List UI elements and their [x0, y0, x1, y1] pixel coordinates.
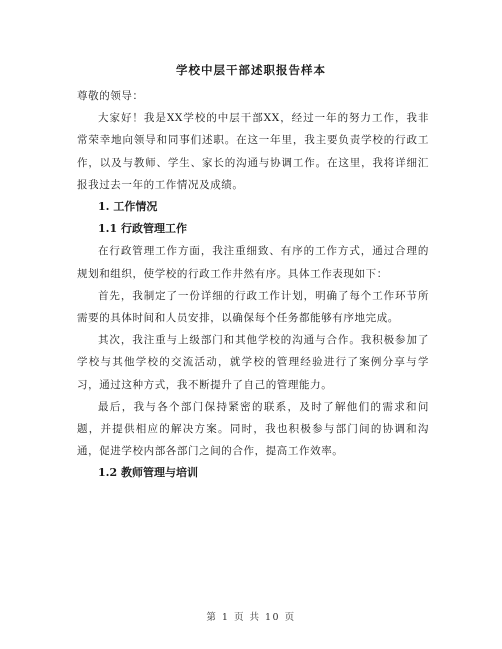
section-1-heading: 1. 工作情况 [98, 200, 158, 214]
greeting: 尊敬的领导： [77, 90, 144, 102]
document-body [77, 85, 429, 485]
intro-paragraph: 大家好！我是XX学校的中层干部XX，经过一年的努力工作，我非常荣幸地向领导和同事们述职。在这一年里，我主要负责学校的行政工作，以及与教师、学生、家长的沟通与协调工作。在这里，我将详细汇报我过去一年的工作情况及成绩。 [77, 112, 429, 191]
section-1-1-heading: 1.1 行政管理工作 [98, 222, 187, 236]
document-title: 学校中层干部述职报告样本 [176, 63, 326, 77]
admin-paragraph: 在行政管理工作方面，我注重细致、有序的工作方式，通过合理的规划和组织，使学校的行政工作井然有序。具体工作表现如下： [77, 245, 429, 280]
last-paragraph: 最后，我与各个部门保持紧密的联系，及时了解他们的需求和问题，并提供相应的解决方案。同时，我也积极参与部门间的协调和沟通，促进学校内部各部门之间的合作，提高工作效率。 [77, 400, 429, 458]
second-paragraph: 其次，我注重与上级部门和其他学校的沟通与合作。我积极参加了学校与其他学校的交流活动，就学校的管理经验进行了案例分享与学习，通过这种方式，我不断提升了自己的管理能力。 [77, 334, 429, 391]
first-paragraph: 首先，我制定了一份详细的行政工作计划，明确了每个工作环节所需要的具体时间和人员安排，以确保每个任务都能够有序地完成。 [77, 289, 429, 325]
page-number-footer: 第 1 页 共 10 页 [206, 612, 296, 623]
section-1-2-heading: 1.2 教师管理与培训 [98, 466, 198, 480]
